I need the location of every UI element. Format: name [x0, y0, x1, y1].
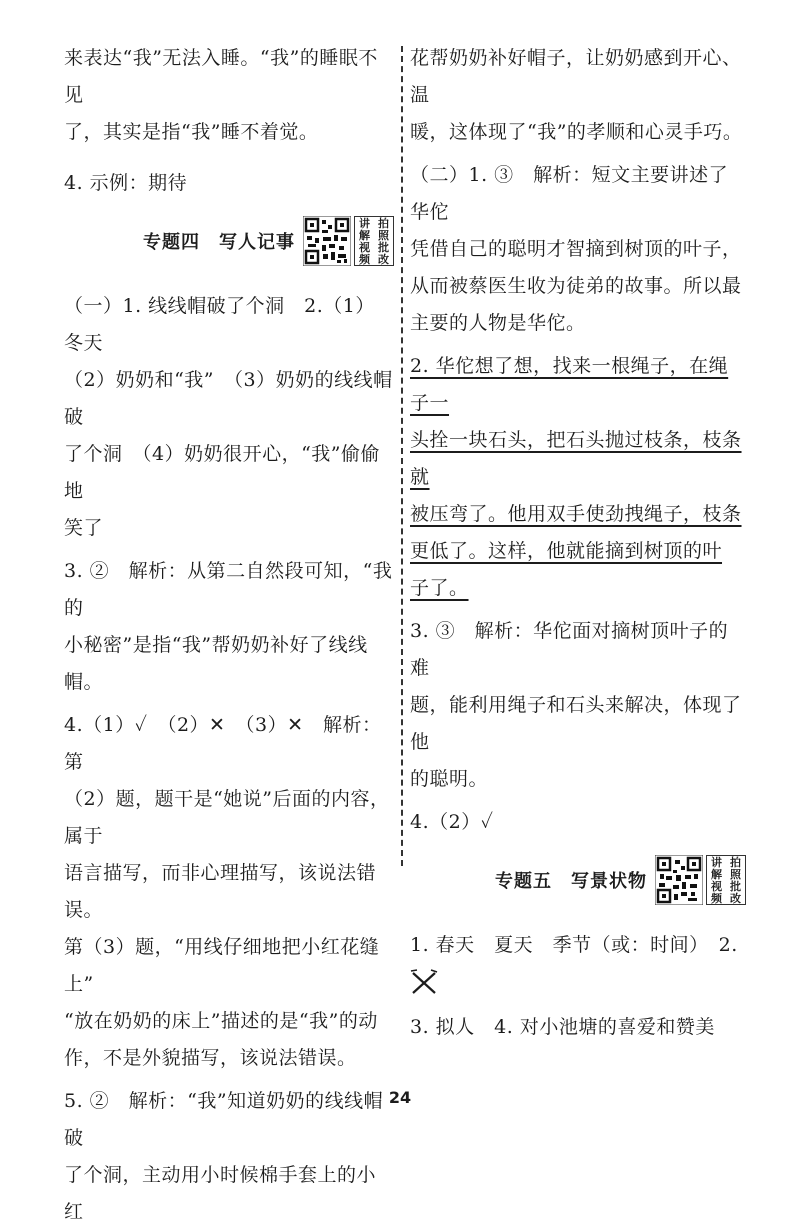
tag-char: 解 [711, 868, 722, 881]
answer-q4-example: 4. 示例：期待 [64, 172, 188, 194]
qr-service-tags [354, 216, 394, 266]
text-line: （2）题，题干是“她说”后面的内容，属于 [64, 788, 390, 847]
text-line: 了个洞，主动用小时候棉手套上的小红 [64, 1164, 377, 1223]
text-line: 3. ② 解析：从第二自然段可知，“我的 [64, 560, 393, 619]
tag-char: 频 [359, 253, 370, 266]
text-line: “放在奶奶的床上”描述的是“我”的动 [64, 1010, 378, 1032]
column-divider [401, 46, 403, 866]
tag-char: 讲 [711, 856, 722, 869]
page-number: 24 [388, 1088, 412, 1107]
text-line: 笑了 [64, 517, 104, 539]
text-line: 第（3）题，“用线仔细地把小红花缝上” [64, 936, 380, 995]
text-line: 1. 春天 夏天 季节（或：时间） 2. [410, 934, 738, 956]
tag-char: 频 [711, 892, 722, 905]
cross-mark-icon [410, 969, 438, 997]
tag-char: 拍 [730, 856, 741, 869]
text-line: 的聪明。 [410, 768, 489, 790]
text-line: 从而被蔡医生收为徒弟的故事。所以最 [410, 275, 742, 297]
tag-char: 照 [378, 229, 389, 242]
text-line: 来表达“我”无法入睡。“我”的睡眠不见 [64, 47, 378, 106]
tag-char: 批 [730, 880, 741, 893]
underlined-line: 更低了。这样，他就能摘到树顶的叶 [410, 540, 723, 562]
answer-q3 [410, 613, 746, 798]
answer-q4: 4.（2）✓ [410, 811, 494, 833]
tag-char: 视 [359, 241, 370, 254]
section-title: 专题五 写景状物 [495, 871, 647, 892]
text-line: 4.（1）✓ （2）✕ （3）✕ 解析：第 [64, 714, 382, 773]
text-line: 了个洞 （4）奶奶很开心，“我”偷偷地 [64, 443, 381, 502]
underlined-line: 被压弯了。他用双手使劲拽绳子，枝条 [410, 503, 742, 525]
tag-char: 拍 [378, 217, 389, 230]
section-5-answer-line [410, 927, 746, 1001]
text-line: 3. 拟人 4. 对小池塘的喜爱和赞美 [410, 1016, 715, 1038]
text-line: 花帮奶奶补好帽子，让奶奶感到开心、温 [410, 47, 742, 106]
right-column [410, 40, 746, 1046]
tag-char: 批 [378, 241, 389, 254]
left-column [64, 40, 394, 1231]
underlined-line: 头拴一块石头，把石头抛过枝条，枝条就 [410, 429, 742, 488]
text-line: 语言描写，而非心理描写，该说法错误。 [64, 862, 377, 921]
section-title: 专题四 写人记事 [143, 232, 295, 253]
text-line: （2）奶奶和“我” （3）奶奶的线线帽破 [64, 369, 393, 428]
tag-char: 讲 [359, 217, 370, 230]
tag-char: 解 [359, 229, 370, 242]
qr-code-icon[interactable] [655, 855, 703, 905]
text-line: 小秘密”是指“我”帮奶奶补好了线线帽。 [64, 634, 368, 693]
answer-q2-underlined [410, 348, 746, 607]
underlined-line: 子了。 [410, 577, 469, 599]
tag-char: 改 [730, 892, 741, 905]
qr-code-icon[interactable] [303, 216, 351, 266]
underlined-line: 2. 华佗想了想，找来一根绳子，在绳子一 [410, 355, 729, 414]
text-line: 凭借自己的聪明才智摘到树顶的叶子， [410, 238, 742, 260]
section-heading-5 [410, 855, 746, 905]
section-heading-4 [64, 216, 394, 266]
text-line: 5. ② 解析：“我”知道奶奶的线线帽破 [64, 1090, 384, 1149]
text-line: （二）1. ③ 解析：短文主要讲述了华佗 [410, 164, 729, 223]
text-line: 题，能利用绳子和石头来解决，体现了他 [410, 694, 742, 753]
text-line: 3. ③ 解析：华佗面对摘树顶叶子的难 [410, 620, 729, 679]
qr-service-tags [706, 855, 746, 905]
text-line: 暖，这体现了“我”的孝顺和心灵手巧。 [410, 121, 743, 143]
text-line: 了，其实是指“我”睡不着觉。 [64, 121, 319, 143]
text-line: （一）1. 线线帽破了个洞 2.（1）冬天 [64, 295, 375, 354]
tag-char: 照 [730, 868, 741, 881]
tag-char: 视 [711, 880, 722, 893]
text-line: 作，不是外貌描写，该说法错误。 [64, 1047, 357, 1069]
tag-char: 改 [378, 253, 389, 266]
text-line: 主要的人物是华佗。 [410, 312, 586, 334]
